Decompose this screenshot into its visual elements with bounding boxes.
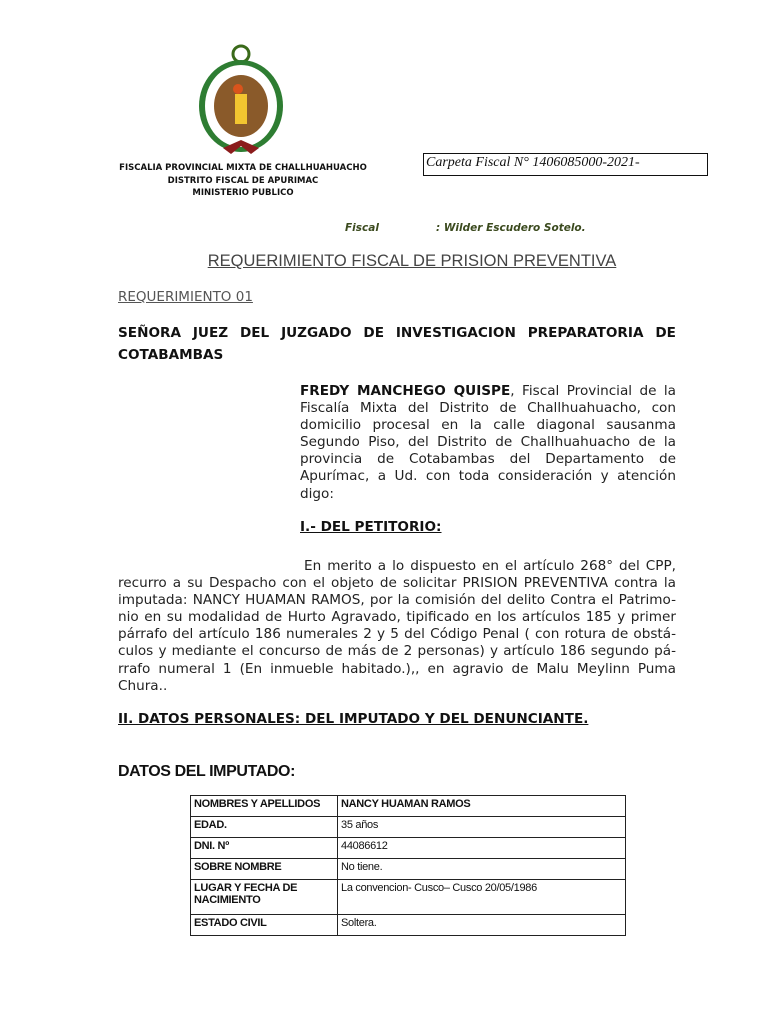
- addressee: [118, 322, 676, 366]
- addressee-word: JUZGADO: [281, 325, 352, 341]
- petitorio-line: culos y mediante el concurso de más de 2 personas) y artículo 186 segundo pá-: [118, 643, 676, 660]
- field-label: SOBRE NOMBRE: [191, 859, 338, 880]
- field-value: Soltera.: [338, 915, 626, 936]
- petitorio-line: rrafo numeral 1 (En inmueble habitado.),, en agravio de Malu Meylinn Puma: [118, 660, 676, 677]
- section-datos-heading: II. DATOS PERSONALES: DEL IMPUTADO Y DEL DENUNCIANTE.: [118, 711, 589, 727]
- field-value: No tiene.: [338, 859, 626, 880]
- datos-imputado-title: DATOS DEL IMPUTADO:: [118, 763, 295, 780]
- ministerio-publico-logo: [193, 44, 288, 162]
- section-petitorio-heading: I.- DEL PETITORIO:: [300, 519, 442, 535]
- header-ministry: MINISTERIO PUBLICO: [192, 188, 294, 198]
- petitorio-line: Chura..: [118, 677, 168, 694]
- addressee-word: DEL: [239, 325, 270, 341]
- field-value: 35 años: [338, 817, 626, 838]
- addressee-word: SEÑORA: [118, 325, 181, 341]
- petitorio-paragraph: [118, 558, 676, 695]
- header-office: FISCALIA PROVINCIAL MIXTA DE CHALLHUAHUACHO: [119, 163, 367, 173]
- document-title: REQUERIMIENTO FISCAL DE PRISION PREVENTIVA: [207, 252, 617, 270]
- field-label: EDAD.: [191, 817, 338, 838]
- intro-line: [300, 434, 676, 451]
- addressee-word: DE: [363, 325, 384, 341]
- intro-line: [300, 383, 676, 400]
- intro-text: , Fiscal Provincial de la: [510, 383, 676, 399]
- field-label: DNI. Nº: [191, 838, 338, 859]
- intro-line: [300, 451, 676, 468]
- petitorio-line: imputada: NANCY HUAMAN RAMOS, por la comisión del delito Contra el Patrimo-: [118, 592, 676, 609]
- field-label: ESTADO CIVIL: [191, 915, 338, 936]
- intro-text: Fiscalía Mixta del Distrito de Challhuahuacho, con: [300, 400, 676, 417]
- petitorio-line: En merito a lo dispuesto en el artículo 268° del CPP,: [304, 558, 676, 574]
- petitorio-line: recurro a su Despacho con el objeto de solicitar PRISION PREVENTIVA contra la: [118, 575, 676, 592]
- intro-text: provincia de Cotabambas del Departamento de: [300, 451, 676, 468]
- field-label: LUGAR Y FECHA DE NACIMIENTO: [191, 880, 338, 915]
- prosecutor-name: FREDY MANCHEGO QUISPE: [300, 383, 511, 399]
- field-value: La convencion- Cusco– Cusco 20/05/1986: [338, 880, 626, 915]
- header-district: DISTRITO FISCAL DE APURIMAC: [167, 176, 319, 186]
- intro-text: Apurímac, a Ud. con toda consideración y atención: [300, 468, 676, 485]
- petitorio-line: párrafo del artículo 186 numerales 2 y 5 del Código Penal ( con rotura de obstá-: [118, 626, 676, 643]
- addressee-word: DE: [655, 325, 676, 341]
- table-row: [191, 859, 626, 880]
- table-row: [191, 796, 626, 817]
- petitorio-line: nio en su modalidad de Hurto Agravado, tipificado en los artículos 185 y primer: [118, 609, 676, 626]
- table-row: [191, 838, 626, 859]
- intro-text: domicilio procesal en la calle diagonal sausanma: [300, 417, 676, 434]
- addressee-word: JUEZ: [192, 325, 229, 341]
- field-value: NANCY HUAMAN RAMOS: [338, 796, 626, 817]
- intro-line: [300, 486, 676, 503]
- intro-line: [300, 400, 676, 417]
- requerimiento-number: REQUERIMIENTO 01: [118, 289, 253, 305]
- datos-imputado-table: [190, 795, 626, 936]
- intro-line: [300, 468, 676, 485]
- table-row: [191, 880, 626, 915]
- fiscal-name: : Wilder Escudero Sotelo.: [436, 222, 586, 234]
- carpeta-fiscal-box: Carpeta Fiscal N° 1406085000-2021-: [423, 153, 708, 176]
- addressee-word: INVESTIGACION: [395, 325, 516, 341]
- intro-text: Segundo Piso, del Distrito de Challhuahuacho de la: [300, 434, 676, 451]
- intro-line: [300, 417, 676, 434]
- fiscal-label: Fiscal: [345, 222, 379, 234]
- table-row: [191, 817, 626, 838]
- field-value: 44086612: [338, 838, 626, 859]
- addressee-word: PREPARATORIA: [527, 325, 644, 341]
- intro-paragraph: [300, 383, 676, 503]
- table-row: [191, 915, 626, 936]
- intro-text: digo:: [300, 485, 334, 502]
- field-label: NOMBRES Y APELLIDOS: [191, 796, 338, 817]
- addressee-line2: COTABAMBAS: [118, 347, 224, 363]
